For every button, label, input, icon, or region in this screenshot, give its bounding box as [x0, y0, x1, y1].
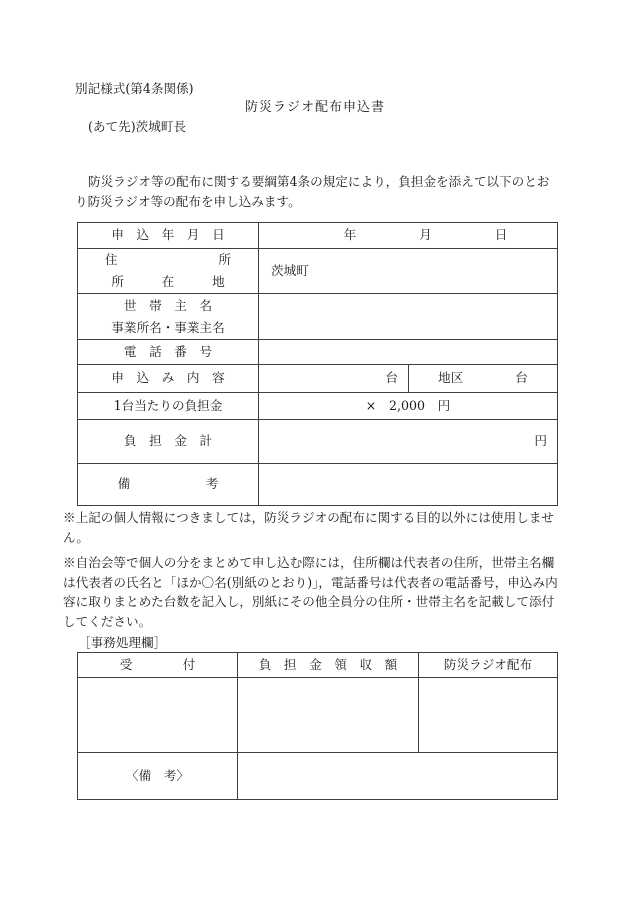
group-application-note: ※自治会等で個人の分をまとめて申し込む際には，住所欄は代表者の住所，世帯主名欄は代表者の氏名と「ほか〇名(別紙のとおり)」，電話番号は代表者の電話番号，申込み内容に取りまとめた台数を記入し，別紙にその他全員分の住所・世帯主名を記載して添付してください。: [63, 555, 558, 629]
content-units-cell: 台: [259, 365, 409, 393]
content-label: 申 込 み 内 容: [78, 365, 259, 393]
table-row: [78, 294, 558, 340]
office-remarks-value-cell: [238, 753, 558, 800]
radio-distribution-column-header: 防災ラジオ配布: [419, 653, 558, 678]
address-value-cell: 茨城町: [259, 249, 558, 294]
footnotes: [63, 508, 560, 632]
district-label: 地区: [438, 370, 464, 386]
reception-cell: [78, 678, 238, 753]
remarks-value-cell: [259, 464, 558, 506]
unit-fee-value-cell: × 2,000 円: [259, 393, 558, 420]
application-table: [77, 222, 558, 506]
application-date-value-cell: 年 月 日: [259, 223, 558, 249]
intro-paragraph: 防災ラジオ等の配布に関する要綱第4条の規定により，負担金を添えて以下のとおり防災ラジオ等の配布を申し込みます。: [75, 174, 550, 209]
fee-received-cell: [238, 678, 419, 753]
total-fee-label: 負 担 金 計: [78, 420, 259, 464]
privacy-note: ※上記の個人情報につきましては，防災ラジオの配布に関する目的以外には使用しません。: [63, 510, 554, 545]
addressee: (あて先)茨城町長: [88, 119, 186, 134]
address-label: [78, 249, 259, 294]
table-row: [78, 340, 558, 365]
page-title: 防災ラジオ配布申込書: [244, 100, 385, 115]
remarks-label: 備 考: [78, 464, 259, 506]
phone-value-cell: [259, 340, 558, 365]
table-row: [78, 678, 558, 753]
table-row: [78, 464, 558, 506]
table-row: [78, 420, 558, 464]
office-section-title: ［事務処理欄］: [78, 635, 167, 650]
householder-label-line1: 世 帯 主 名: [123, 297, 213, 313]
form-reference: 別記様式(第4条関係): [75, 81, 194, 96]
fee-received-column-header: 負 担 金 領 収 額: [238, 653, 419, 678]
office-remarks-label: 〈備 考〉: [78, 753, 238, 800]
district-units-suffix: 台: [515, 370, 528, 386]
content-district-cell: [409, 365, 558, 393]
unit-fee-label: 1台当たりの負担金: [78, 393, 259, 420]
phone-label: 電 話 番 号: [78, 340, 259, 365]
address-label-line1: 住 所: [105, 252, 231, 267]
householder-label-line2: 事業所名・事業主名: [111, 319, 225, 335]
householder-value-cell: [259, 294, 558, 340]
table-header-row: [78, 653, 558, 678]
table-row: [78, 753, 558, 800]
application-date-label: 申 込 年 月 日: [78, 223, 259, 249]
householder-label: [78, 294, 259, 340]
office-processing-table: [77, 652, 558, 800]
total-fee-value-cell: 円: [259, 420, 558, 464]
table-row: [78, 249, 558, 294]
table-row: [78, 393, 558, 420]
address-label-line2: 所 在 地: [111, 274, 225, 289]
table-row: [78, 365, 558, 393]
radio-distribution-cell: [419, 678, 558, 753]
table-row: [78, 223, 558, 249]
reception-column-header: 受 付: [78, 653, 238, 678]
